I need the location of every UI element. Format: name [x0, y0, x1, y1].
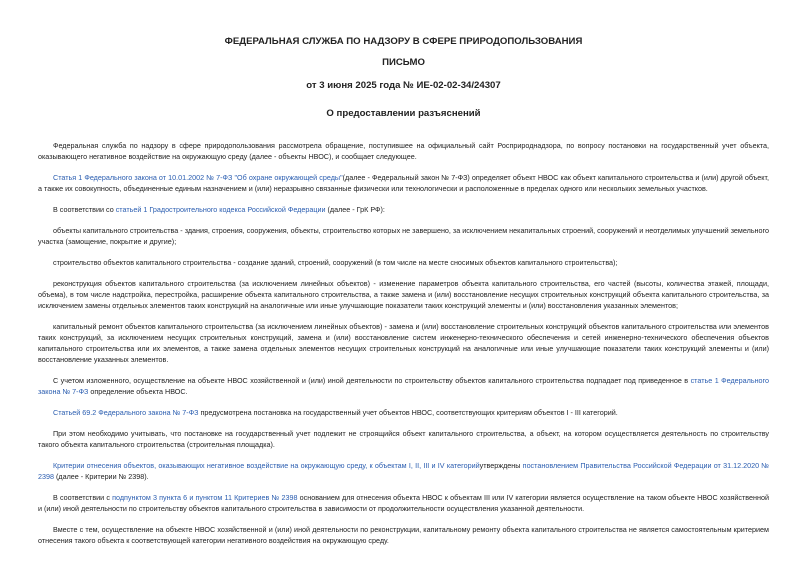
paragraph: [38, 321, 769, 365]
paragraph-text: Федеральная служба по надзору в сфере природопользования рассмотрела обращение, поступившее на официальный сайт Росприроднадзора, по вопросу постановки на государственный учет объекта, оказывающего негативное воздействие на окружающую среду (далее - объекты НВОС), и сообщает следующее.: [38, 141, 769, 161]
paragraph: [38, 524, 769, 546]
paragraph: [38, 492, 769, 514]
paragraph-text: (далее - Федеральный закон № 7-ФЗ) определяет объект НВОС как объект капитального строительства и (или) другой объект, а также их совокупность, объединенные единым назначением и (или) неразрывно связанные физически или технологически и расположенные в пределах одного или нескольких земельных участков.: [38, 173, 770, 193]
paragraph-text: основанием для отнесения объекта НВОС к объектам III или IV категории является осуществление на таком объекте НВОС хозяйственной и (или) иной деятельности по строительству объектов капитального строительства в зависимости от продолжительности осуществления указанной деятельности.: [38, 493, 769, 513]
legal-reference-link[interactable]: Статья 1 Федерального закона от 10.01.2002 № 7-ФЗ "Об охране окружающей среды": [53, 173, 343, 182]
document-subject: О предоставлении разъяснений: [326, 108, 481, 119]
paragraph-text: Вместе с тем, осуществление на объекте НВОС хозяйственной и (или) иной деятельности по реконструкции, капитальному ремонту объекта капитального строительства не является самостоятельным критерием отнесения такого объекта к соответствующей категории негативного воздействия на окружающую среду.: [38, 525, 769, 545]
paragraph: [38, 257, 769, 268]
paragraph-text: реконструкция объектов капитального строительства (за исключением линейных объектов) - изменение параметров объекта капитального строительства, его частей (высоты, количества этажей, площади, объема), в том числе надстройка, перестройка, расширение объекта капитального строительства, а также замена и (или) восстановление несущих строительных конструкций объекта капитального строительства, за исключением замены отдельных элементов таких конструкций на аналогичные или иные улучшающие показатели таких конструкций элементы и (или) восстановления указанных элементов;: [38, 279, 769, 310]
legal-reference-link[interactable]: Критерии отнесения объектов, оказывающих негативное воздействие на окружающую среду, к объектам I, II, III и IV категорий: [53, 461, 480, 470]
document-date-number: от 3 июня 2025 года № ИЕ-02-02-34/24307: [306, 80, 501, 91]
paragraph: [38, 225, 769, 247]
paragraph-text: При этом необходимо учитывать, что постановке на государственный учет подлежит не строящийся объект капитального строительства, а объект, на котором осуществляется деятельность по строительству такого объекта капитального строительства (строительная площадка).: [38, 429, 769, 449]
paragraph-text: определение объекта НВОС.: [88, 387, 188, 396]
legal-reference-link[interactable]: постановлением Правительства Российской Федерации от 31.12.2020 № 2398: [38, 461, 770, 481]
paragraph: [38, 407, 769, 418]
paragraph-text: В соответствии со: [53, 205, 116, 214]
legal-reference-link[interactable]: статье 1 Федерального закона № 7-ФЗ: [38, 376, 769, 396]
document-type: ПИСЬМО: [382, 57, 425, 68]
paragraph: [38, 278, 769, 311]
legal-reference-link[interactable]: подпунктом 3 пункта 6 и пунктом 11 Критериев № 2398: [112, 493, 298, 502]
paragraph-text: предусмотрена постановка на государственный учет объектов НВОС, соответствующих критериям объектов I - III категорий.: [198, 408, 618, 417]
paragraph-text: строительство объектов капитального строительства - создание зданий, строений, сооружений (в том числе на месте сносимых объектов капитального строительства);: [53, 258, 618, 267]
paragraph: [38, 375, 769, 397]
paragraph-text: С учетом изложенного, осуществление на объекте НВОС хозяйственной и (или) иной деятельности по строительству объектов капитального строительства подпадает под приведенное в: [53, 376, 691, 385]
paragraph: [38, 428, 769, 450]
agency-title: ФЕДЕРАЛЬНАЯ СЛУЖБА ПО НАДЗОРУ В СФЕРЕ ПРИРОДОПОЛЬЗОВАНИЯ: [224, 36, 583, 47]
paragraph-text: объекты капитального строительства - здания, строения, сооружения, объекты, строительство которых не завершено, за исключением некапитальных строений, сооружений и неотделимых улучшений земельного участка (замощение, покрытие и другие);: [38, 226, 769, 246]
legal-reference-link[interactable]: статьей 1 Градостроительного кодекса Российской Федерации: [115, 205, 326, 214]
paragraph-text: (далее - Критерии № 2398).: [54, 472, 149, 481]
paragraph-text: капитальный ремонт объектов капитального строительства (за исключением линейных объектов) - замена и (или) восстановление строительных конструкций объектов капитального строительства или элементов таких конструкций, за исключением несущих строительных конструкций, замена и (или) восстановление систем инженерно-технического обеспечения и сетей инженерно-технического обеспечения объектов капитального строительства или их элементов, а также замена отдельных элементов несущих строительных конструкций на аналогичные или иные улучшающие показатели таких конструкций элементы и (или) восстановление указанных элементов.: [38, 322, 769, 364]
paragraph: [38, 460, 769, 482]
paragraph: [38, 140, 769, 162]
paragraph: [38, 204, 769, 215]
paragraph-text: (далее - ГрК РФ):: [325, 205, 385, 214]
paragraph-text: утверждены: [479, 461, 523, 470]
paragraph: [38, 172, 769, 194]
legal-reference-link[interactable]: Статьей 69.2 Федерального закона № 7-ФЗ: [53, 408, 199, 417]
paragraph-text: В соответствии с: [53, 493, 113, 502]
document-body: [38, 140, 769, 546]
